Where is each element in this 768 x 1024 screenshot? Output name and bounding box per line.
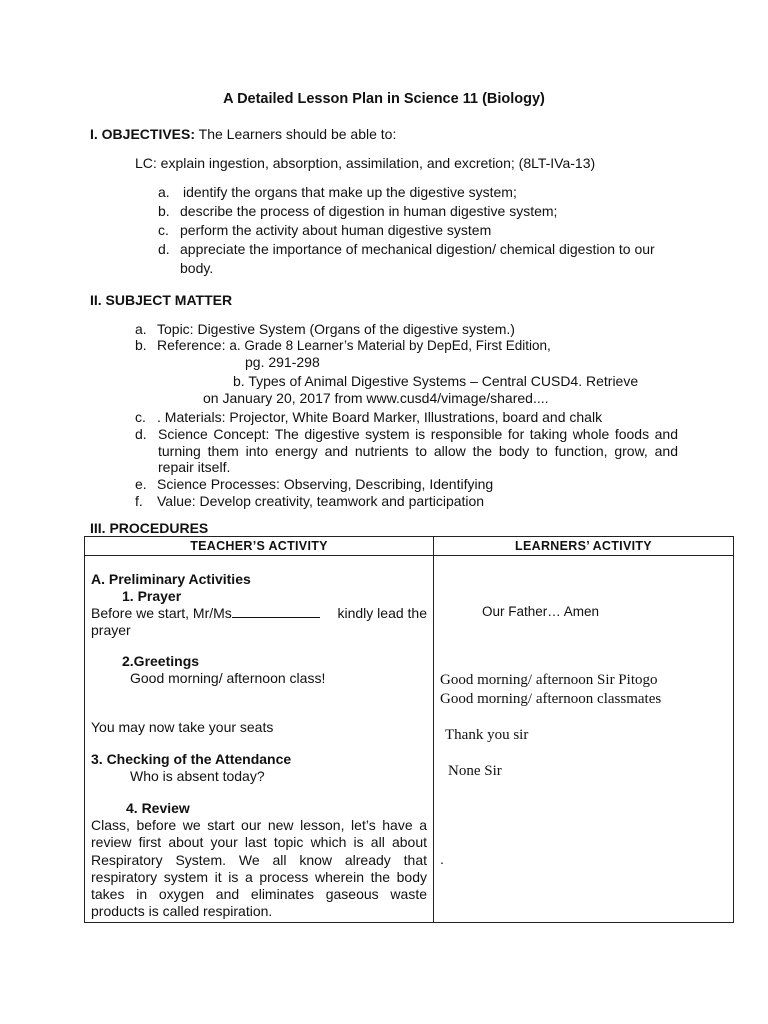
objective-text: identify the organs that make up the digestive system; bbox=[183, 184, 517, 200]
objective-item bbox=[158, 241, 655, 257]
objective-label: b. bbox=[158, 203, 170, 219]
seats-text: You may now take your seats bbox=[91, 719, 274, 735]
preliminary-heading: A. Preliminary Activities bbox=[91, 571, 251, 587]
greetings-text: Good morning/ afternoon class! bbox=[130, 670, 326, 686]
teacher-activity-cell bbox=[85, 556, 434, 923]
table-row bbox=[85, 556, 734, 923]
name-blank bbox=[232, 605, 320, 618]
materials-label: c. bbox=[135, 409, 146, 425]
objectives-heading: I. OBJECTIVES: bbox=[90, 126, 196, 142]
procedures-heading: III. PROCEDURES bbox=[90, 520, 209, 536]
materials-text: . Materials: Projector, White Board Marker, Illustrations, board and chalk bbox=[157, 409, 603, 425]
processes-text: Science Processes: Observing, Describing, Identifying bbox=[157, 476, 494, 492]
concept-text: Science Concept: The digestive system is responsible for taking whole foods and turning them into energy and nutrients to allow the body to function, grow, and repair itself. bbox=[158, 426, 678, 475]
concept-item bbox=[135, 426, 157, 442]
greetings-heading: 2.Greetings bbox=[122, 653, 200, 669]
objective-text: perform the activity about human digestive system bbox=[180, 222, 492, 238]
prayer-before: Before we start, Mr/Ms bbox=[91, 605, 232, 621]
value-label: f. bbox=[135, 493, 143, 509]
learner-none: None Sir bbox=[448, 763, 502, 779]
objective-label: d. bbox=[158, 241, 170, 257]
objective-label: c. bbox=[158, 222, 169, 238]
learner-prayer: Our Father… Amen bbox=[482, 604, 600, 619]
topic-item bbox=[135, 321, 515, 337]
learner-greet-classmates: Good morning/ afternoon classmates bbox=[440, 691, 662, 707]
learners-activity-header: LEARNERS’ ACTIVITY bbox=[434, 537, 734, 556]
objectives-intro: The Learners should be able to: bbox=[198, 126, 397, 142]
reference-b: b. Types of Animal Digestive Systems – Central CUSD4. Retrieve bbox=[233, 373, 639, 389]
reference-item bbox=[135, 337, 551, 353]
reference-b-continued: on January 20, 2017 from www.cusd4/vimage/shared.... bbox=[203, 390, 549, 406]
value-text: Value: Develop creativity, teamwork and participation bbox=[157, 493, 485, 509]
topic-text: Topic: Digestive System (Organs of the digestive system.) bbox=[157, 321, 515, 337]
prayer-end: prayer bbox=[91, 622, 131, 638]
objective-label: a. bbox=[158, 184, 170, 200]
reference-label: b. bbox=[135, 337, 147, 353]
reference-a-pages: pg. 291-298 bbox=[245, 354, 320, 370]
procedures-table bbox=[84, 536, 734, 923]
topic-label: a. bbox=[135, 321, 147, 337]
prayer-after: kindly lead the bbox=[337, 605, 427, 621]
processes-label: e. bbox=[135, 476, 147, 492]
learner-review-dot: . bbox=[440, 851, 444, 867]
objectives-line bbox=[90, 126, 396, 142]
learning-competency: LC: explain ingestion, absorption, assimilation, and excretion; (8LT-IVa-13) bbox=[135, 155, 596, 171]
subject-matter-heading: II. SUBJECT MATTER bbox=[90, 292, 233, 308]
reference-prefix: Reference: bbox=[157, 337, 226, 353]
objective-text: describe the process of digestion in human digestive system; bbox=[180, 203, 558, 219]
review-text: Class, before we start our new lesson, let’s have a review first about your last topic which is all about Respiratory System. We all know already that respiratory system it is a process wherein the body takes in oxygen and eliminates gaseous waste products is called respiration. bbox=[91, 817, 427, 920]
page-title: A Detailed Lesson Plan in Science 11 (Biology) bbox=[223, 91, 545, 107]
attendance-text: Who is absent today? bbox=[130, 768, 265, 784]
reference-a: a. Grade 8 Learner’s Material by DepEd, First Edition, bbox=[229, 338, 551, 353]
concept-label: d. bbox=[135, 426, 147, 442]
prayer-instruction bbox=[91, 605, 427, 621]
table-header-row bbox=[85, 537, 734, 556]
learner-greet-teacher: Good morning/ afternoon Sir Pitogo bbox=[440, 672, 658, 688]
objective-item bbox=[158, 203, 557, 219]
objective-text: appreciate the importance of mechanical digestion/ chemical digestion to our bbox=[180, 241, 655, 257]
prayer-heading: 1. Prayer bbox=[122, 588, 182, 604]
review-heading: 4. Review bbox=[126, 800, 190, 816]
learners-activity-cell bbox=[434, 556, 734, 923]
objective-item bbox=[158, 222, 491, 238]
value-item bbox=[135, 493, 484, 509]
attendance-heading: 3. Checking of the Attendance bbox=[91, 751, 292, 767]
objective-item bbox=[158, 184, 517, 200]
processes-item bbox=[135, 476, 493, 492]
teacher-activity-header: TEACHER’S ACTIVITY bbox=[85, 537, 434, 556]
learner-thanks: Thank you sir bbox=[445, 727, 529, 743]
materials-item bbox=[135, 409, 602, 425]
objective-text-continued: body. bbox=[180, 260, 214, 276]
